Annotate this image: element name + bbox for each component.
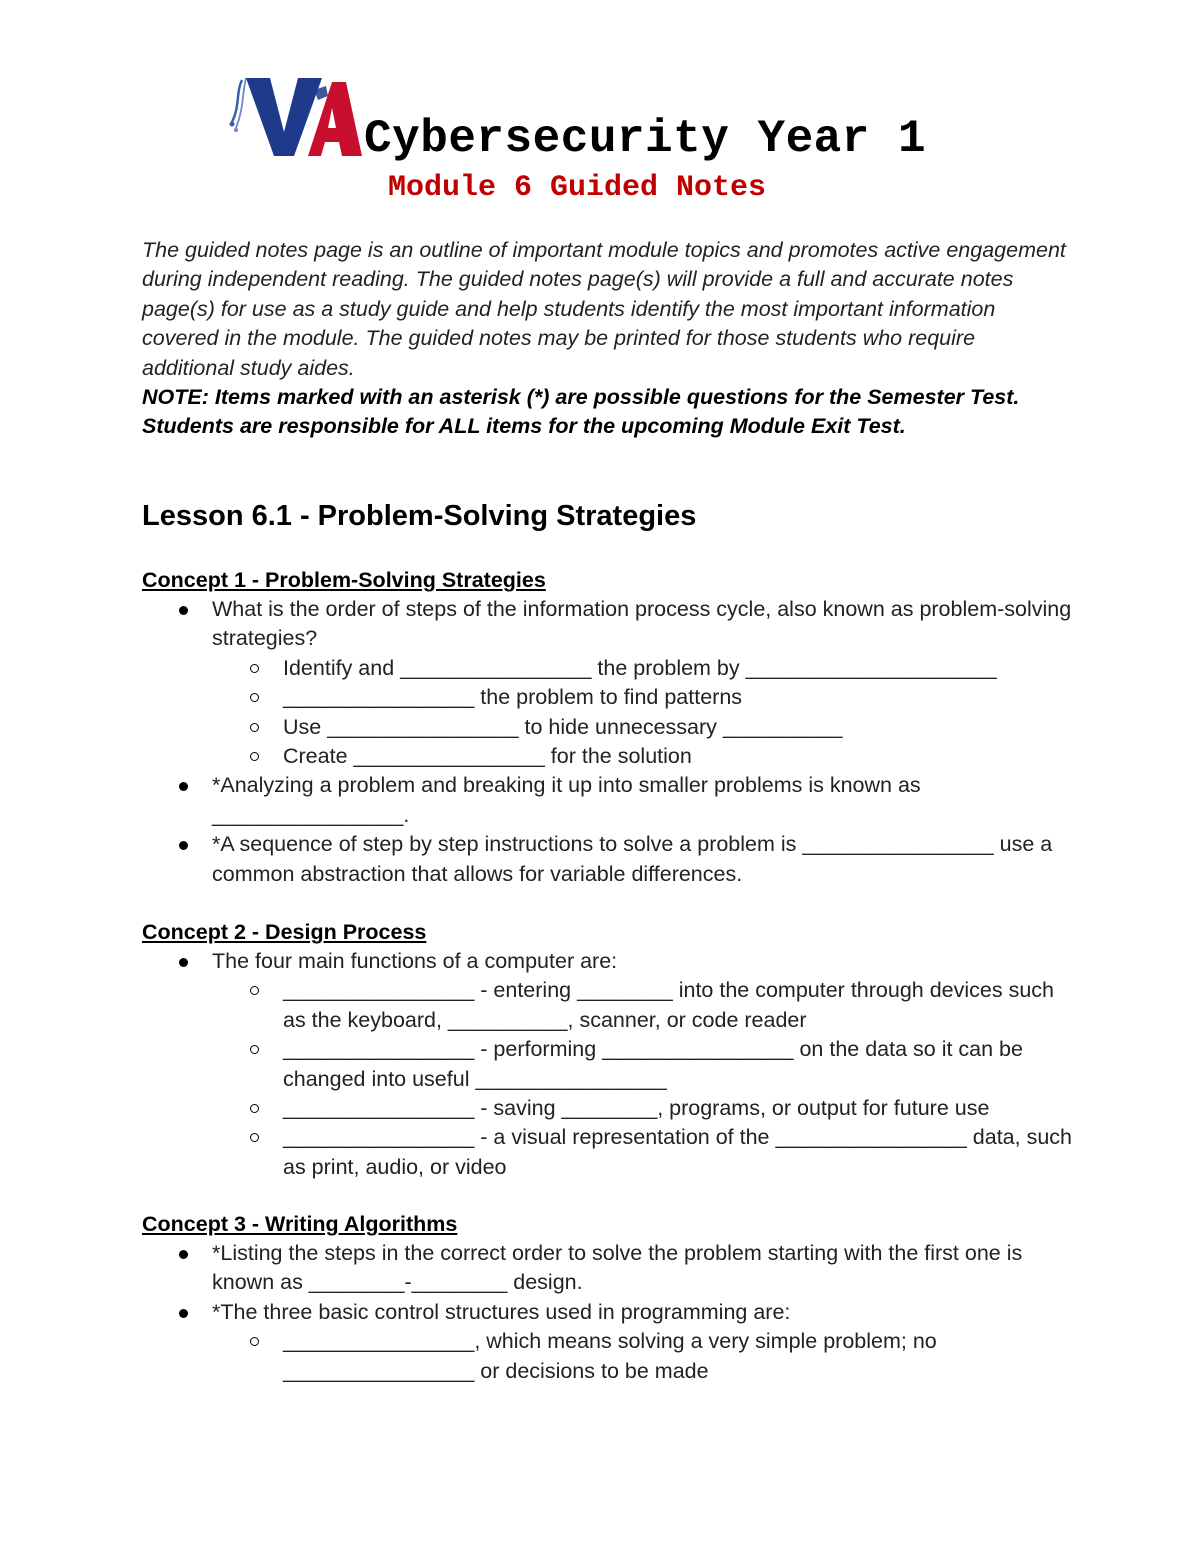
intro-paragraph: The guided notes page is an outline of important module topics and promotes active engagement during independent reading. The guided notes page(s) will provide a full and accurate notes page(s) for use as a study guide and help students identify the most important information covered in the module. The guided notes may be printed for those students who require additional study aides. — [142, 238, 1066, 380]
hollow-bullet-icon — [250, 986, 259, 995]
concept-3-list — [142, 1239, 1072, 1386]
list-item — [142, 1239, 1072, 1298]
sub-list-item — [142, 742, 1072, 771]
sub-list-item-text: Create ________________ for the solution — [283, 744, 692, 769]
hollow-bullet-icon — [250, 1104, 259, 1113]
concept-1-list — [142, 595, 1072, 889]
concept-3-title: Concept 3 - Writing Algorithms — [142, 1212, 458, 1236]
list-item — [142, 771, 1072, 830]
concept-2-title: Concept 2 - Design Process — [142, 920, 427, 944]
hollow-bullet-icon — [250, 1337, 259, 1346]
list-item-text: *The three basic control structures used in programming are: — [212, 1299, 791, 1324]
hollow-bullet-icon — [250, 723, 259, 732]
list-item-text: What is the order of steps of the information process cycle, also known as problem-solving strategies? — [212, 597, 1072, 651]
lesson-title: Lesson 6.1 - Problem-Solving Strategies — [142, 500, 697, 532]
bullet-icon — [179, 606, 188, 615]
sub-list-item-text: ________________ - entering ________ into the computer through devices such as the keyboard, __________, scanner, or code reader — [283, 978, 1054, 1032]
list-item-text: *Listing the steps in the correct order to solve the problem starting with the first one is known as ________-________ design. — [212, 1241, 1023, 1295]
sub-list-item-text: ________________ the problem to find patterns — [283, 685, 743, 710]
list-item — [142, 1298, 1072, 1386]
sub-list — [212, 1327, 1072, 1386]
bullet-icon — [179, 782, 188, 791]
sub-list — [212, 976, 1072, 1182]
bullet-icon — [179, 841, 188, 850]
sub-list — [212, 654, 1072, 772]
sub-list-item — [142, 683, 1072, 712]
list-item — [142, 947, 1072, 1182]
sub-list-item-text: Identify and ________________ the problem by _____________________ — [283, 655, 997, 680]
sub-list-item-text: ________________ - performing ________________ on the data so it can be changed into useful ________________ — [283, 1037, 1023, 1091]
sub-list-item — [142, 1327, 1072, 1386]
sub-list-item — [142, 1035, 1072, 1094]
hollow-bullet-icon — [250, 752, 259, 761]
sub-list-item — [142, 976, 1072, 1035]
sub-list-item — [142, 713, 1072, 742]
list-item — [142, 830, 1072, 889]
sub-list-item-text: ________________ - saving ________, programs, or output for future use — [283, 1096, 990, 1121]
document-subtitle: Module 6 Guided Notes — [388, 171, 767, 205]
sub-list-item — [142, 1094, 1072, 1123]
sub-list-item-text: Use ________________ to hide unnecessary __________ — [283, 714, 843, 739]
hollow-bullet-icon — [250, 664, 259, 673]
va-logo-icon — [228, 72, 363, 158]
intro-section — [142, 236, 1072, 442]
list-item-text: *Analyzing a problem and breaking it up into smaller problems is known as ________________. — [212, 773, 921, 827]
concept-2-section — [142, 918, 1072, 1182]
document-title: Cybersecurity Year 1 — [364, 113, 927, 165]
bullet-icon — [179, 958, 188, 967]
bullet-icon — [179, 1250, 188, 1259]
concept-1-title: Concept 1 - Problem-Solving Strategies — [142, 568, 546, 592]
hollow-bullet-icon — [250, 1045, 259, 1054]
bullet-icon — [179, 1309, 188, 1318]
sub-list-item-text: ________________ - a visual representation of the ________________ data, such as print, audio, or video — [283, 1125, 1072, 1179]
note-paragraph: NOTE: Items marked with an asterisk (*) are possible questions for the Semester Test. Students are responsible for ALL items for the upcoming Module Exit Test. — [142, 385, 1020, 439]
list-item-text: The four main functions of a computer are: — [212, 949, 618, 973]
document-header — [228, 72, 988, 212]
sub-list-item — [142, 654, 1072, 683]
sub-list-item-text: ________________, which means solving a very simple problem; no ________________ or decisions to be made — [283, 1329, 937, 1383]
sub-list-item — [142, 1123, 1072, 1182]
hollow-bullet-icon — [250, 1133, 259, 1142]
concept-3-section — [142, 1210, 1072, 1386]
list-item-text: *A sequence of step by step instructions to solve a problem is ________________ use a common abstraction that allows for variable differences. — [212, 832, 1053, 886]
concept-1-section — [142, 566, 1072, 889]
hollow-bullet-icon — [250, 693, 259, 702]
list-item — [142, 595, 1072, 771]
concept-2-list — [142, 947, 1072, 1182]
